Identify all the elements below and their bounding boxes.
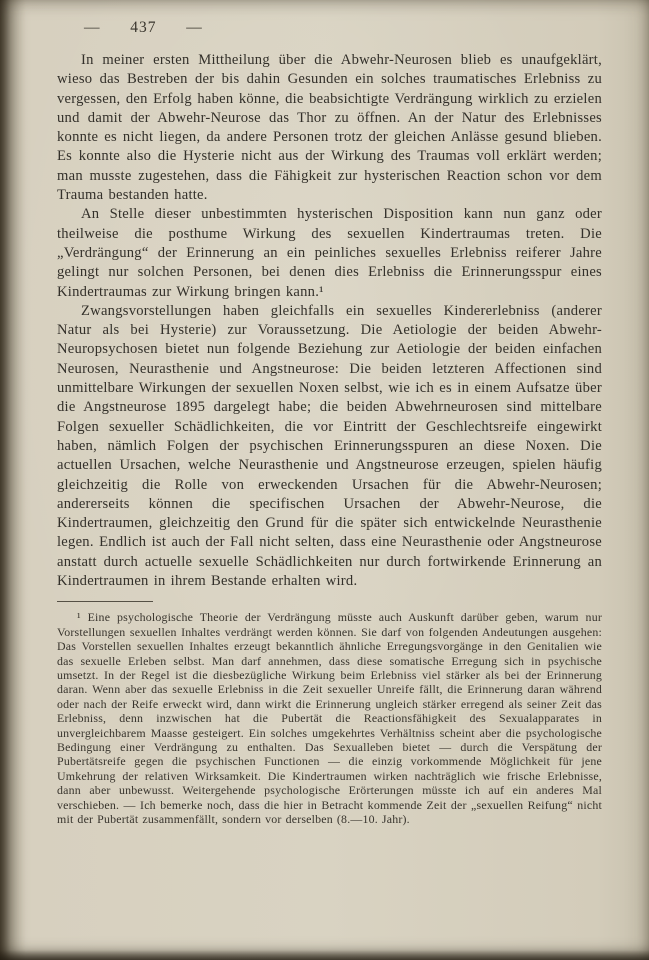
page-number: — 437 —	[84, 19, 203, 36]
body-paragraph-1: In meiner ersten Mittheilung über die Abwehr-Neurosen blieb es unaufgeklärt, wieso das Bestreben der bis dahin Gesunden ein solches traumatisches Erlebniss zu vergessen, den Erfolg haben könne, die beabsichtigte Verdrängung wirklich zu erzielen und damit der Abwehr-Neurose das Thor zu öffnen. An der Natur des Erlebnisses konnte es nicht liegen, da andere Personen trotz der gleichen Anlässe gesund blieben. Es konnte also die Hysterie nicht aus der Wirkung des Traumas voll erklärt werden; man musste zugestehen, dass die Fähigkeit zur hysterischen Reaction schon vor dem Trauma bestanden hatte.	[57, 52, 602, 204]
footnote-text: ¹ Eine psychologische Theorie der Verdrängung müsste auch Auskunft darüber geben, warum nur Vorstellungen sexuellen Inhaltes verdrängt werden können. Sie darf von folgenden Andeutungen ausgehen: Das Vorstellen sexuellen Inhaltes erzeugt bekanntlich ähnliche Erregungsvorgänge in den Genitalien wie das sexuelle Erleben selbst. Man darf annehmen, dass diese somatische Erregung sich in psychische umsetzt. In der Regel ist die diesbezügliche Wirkung beim Erlebniss viel stärker als bei der Erinnerung daran. Wenn aber das sexuelle Erlebniss in die Zeit sexueller Unreife fällt, die Erinnerung daran während oder nach der Reife erweckt wird, dann wirkt die Erinnerung ungleich stärker erregend als seiner Zeit das Erlebniss, denn inzwischen hat die Pubertät die Reactionsfähigkeit des Sexualapparates in unvergleichbarem Maasse gesteigert. Ein solches umgekehrtes Verhältniss scheint aber die psychologische Bedingung einer Verdrängung zu enthalten. Das Sexualleben bietet — durch die Verspätung der Pubertätsreife gegen die psychischen Functionen — die einzig vorkommende Möglichkeit für jene Umkehrung der relativen Wirksamkeit. Die Kindertraumen wirken nachträglich wie frische Erlebnisse, dann aber unbewusst. Weitergehende psychologische Erörterungen müsste ich auf ein anderes Mal verschieben. — Ich bemerke noch, dass die hier in Betracht kommende Zeit der „sexuellen Reifung“ nicht mit der Pubertät zusammenfällt, sondern vor derselben (8.—10. Jahr).	[57, 610, 602, 826]
footnote-separator-rule	[57, 601, 153, 602]
body-paragraph-2: An Stelle dieser unbestimmten hysterischen Disposition kann nun ganz oder theilweise die posthume Wirkung des sexuellen Kindertraumas treten. Die „Verdrängung“ der Erinnerung an ein peinliches sexuelles Erlebniss reiferer Jahre gelingt nur solchen Personen, bei denen dies Erlebniss die Erinnerungsspur eines Kindertraumas zur Wirkung bringen kann.¹	[57, 206, 602, 300]
text-block	[57, 51, 602, 826]
body-paragraph-3: Zwangsvorstellungen haben gleichfalls ein sexuelles Kindererlebniss (anderer Natur als bei Hysterie) zur Voraussetzung. Die Aetiologie der beiden Abwehr-Neuropsychosen bietet nun folgende Beziehung zur Aetiologie der beiden einfachen Neurosen, Neurasthenie und Angstneurose: Die beiden letzteren Affectionen sind unmittelbare Wirkungen der sexuellen Noxen selbst, wie ich es in einem Aufsatze über die Angstneurose 1895 dargelegt habe; die beiden Abwehrneurosen sind mittelbare Folgen sexueller Schädlichkeiten, die vor Eintritt der Geschlechtsreife eingewirkt haben, nämlich Folgen der psychischen Erinnerungsspuren an diese Noxen. Die actuellen Ursachen, welche Neurasthenie und Angstneurose erzeugen, spielen häufig gleichzeitig die Rolle von erweckenden Ursachen für die Abwehr-Neurosen; andererseits können die specifischen Ursachen der Abwehr-Neurose, die Kindertraumen, gleichzeitig den Grund für die später sich entwickelnde Neurasthenie legen. Endlich ist auch der Fall nicht selten, dass eine Neurasthenie oder Angstneurose anstatt durch actuelle sexuelle Schädlichkeiten nur durch fortwirkende Erinnerung an Kindertraumen in ihrem Bestande erhalten wird.	[57, 302, 602, 590]
